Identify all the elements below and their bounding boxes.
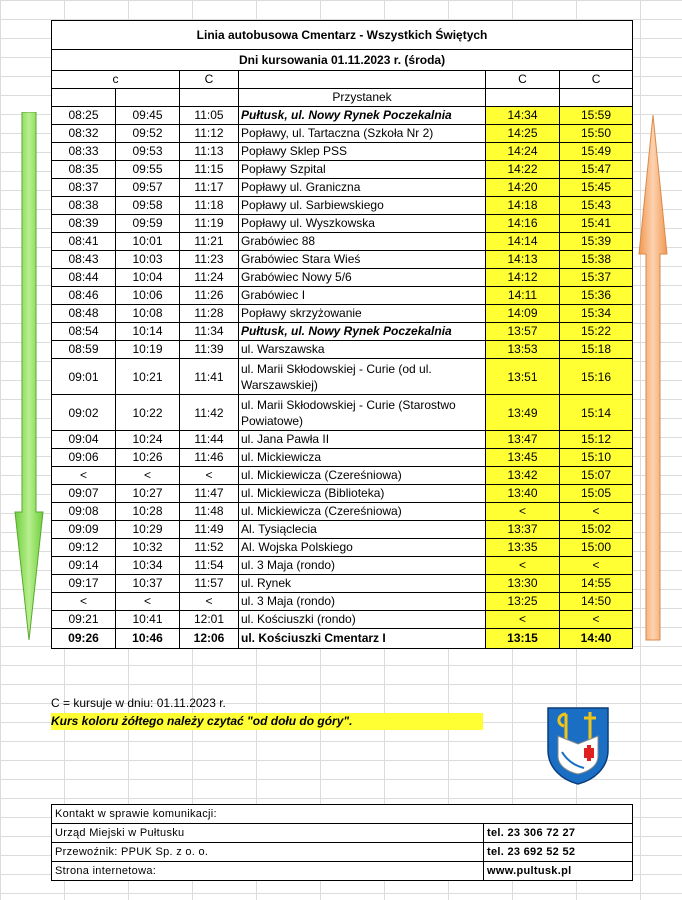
return-time-cell: 14:13 [486, 251, 560, 269]
stop-name: ul. Mickiewicza [239, 449, 486, 467]
return-time-cell: 13:25 [486, 593, 560, 611]
time-cell: 11:26 [180, 287, 239, 305]
table-row [52, 143, 633, 161]
contact-table [51, 804, 633, 881]
time-cell: 08:33 [52, 143, 116, 161]
coat-of-arms-icon [546, 706, 610, 786]
table-row [52, 107, 633, 125]
col-code-4: C [560, 71, 633, 89]
contact-label-website: Strona internetowa: [52, 862, 484, 881]
return-time-cell: < [560, 557, 633, 575]
return-time-cell: 13:47 [486, 431, 560, 449]
stop-name: Grabówiec Nowy 5/6 [239, 269, 486, 287]
time-cell: 08:43 [52, 251, 116, 269]
time-cell: < [116, 467, 180, 485]
time-cell: 11:21 [180, 233, 239, 251]
table-row [52, 197, 633, 215]
time-cell: 10:29 [116, 521, 180, 539]
stop-name: Grabówiec I [239, 287, 486, 305]
col-code-3: C [486, 71, 560, 89]
time-cell: 10:06 [116, 287, 180, 305]
table-row [52, 341, 633, 359]
time-cell: 11:57 [180, 575, 239, 593]
table-row [52, 503, 633, 521]
contact-label-carrier: Przewoźnik: PPUK Sp. z o. o. [52, 843, 484, 862]
time-cell: 08:59 [52, 341, 116, 359]
table-row [52, 431, 633, 449]
return-time-cell: 15:36 [560, 287, 633, 305]
table-row [52, 539, 633, 557]
time-cell: 10:08 [116, 305, 180, 323]
return-time-cell: 14:11 [486, 287, 560, 305]
contact-phone-carrier: tel. 23 692 52 52 [484, 843, 633, 862]
time-cell: 10:46 [116, 629, 180, 649]
time-cell: 10:32 [116, 539, 180, 557]
return-time-cell: 14:16 [486, 215, 560, 233]
stop-name: Grabówiec Stara Wieś [239, 251, 486, 269]
return-time-cell: 13:42 [486, 467, 560, 485]
return-time-cell: 15:49 [560, 143, 633, 161]
time-cell: 09:55 [116, 161, 180, 179]
time-cell: 08:39 [52, 215, 116, 233]
stop-name: ul. Marii Skłodowskiej - Curie (Starostwo Powiatowe) [239, 395, 486, 431]
time-cell: < [52, 593, 116, 611]
return-time-cell: < [560, 611, 633, 629]
table-row [52, 575, 633, 593]
time-cell: 08:41 [52, 233, 116, 251]
return-time-cell: 15:22 [560, 323, 633, 341]
time-cell: 09:12 [52, 539, 116, 557]
stop-name: ul. Kościuszki Cmentarz I [239, 629, 486, 649]
table-row [52, 611, 633, 629]
return-time-cell: 15:34 [560, 305, 633, 323]
arrow-up-icon [638, 114, 668, 642]
time-cell: < [180, 467, 239, 485]
return-time-cell: 15:47 [560, 161, 633, 179]
time-cell: 11:05 [180, 107, 239, 125]
contact-header: Kontakt w sprawie komunikacji: [52, 805, 633, 824]
time-cell: 11:39 [180, 341, 239, 359]
stop-name: Al. Wojska Polskiego [239, 539, 486, 557]
time-cell: 09:07 [52, 485, 116, 503]
return-time-cell: 15:43 [560, 197, 633, 215]
time-cell: 08:38 [52, 197, 116, 215]
time-cell: 09:06 [52, 449, 116, 467]
time-cell: 11:42 [180, 395, 239, 431]
return-time-cell: 15:07 [560, 467, 633, 485]
table-row [52, 269, 633, 287]
time-cell: 08:25 [52, 107, 116, 125]
time-cell: 11:17 [180, 179, 239, 197]
return-time-cell: 14:09 [486, 305, 560, 323]
table-row [52, 395, 633, 431]
time-cell: 08:44 [52, 269, 116, 287]
return-time-cell: 13:53 [486, 341, 560, 359]
time-cell: 09:45 [116, 107, 180, 125]
return-time-cell: 15:37 [560, 269, 633, 287]
time-cell: 09:57 [116, 179, 180, 197]
time-cell: 09:58 [116, 197, 180, 215]
time-cell: 11:49 [180, 521, 239, 539]
return-time-cell: 13:37 [486, 521, 560, 539]
col-code-2: C [180, 71, 239, 89]
time-cell: 11:15 [180, 161, 239, 179]
time-cell: 08:54 [52, 323, 116, 341]
time-cell: 08:35 [52, 161, 116, 179]
return-time-cell: 14:18 [486, 197, 560, 215]
stop-name: ul. 3 Maja (rondo) [239, 593, 486, 611]
time-cell: 11:46 [180, 449, 239, 467]
stop-header: Przystanek [239, 89, 486, 107]
return-time-cell: < [560, 503, 633, 521]
stop-name: ul. Mickiewicza (Czereśniowa) [239, 467, 486, 485]
return-time-cell: 14:22 [486, 161, 560, 179]
stop-name: ul. Warszawska [239, 341, 486, 359]
time-cell: 11:41 [180, 359, 239, 395]
time-cell: 10:41 [116, 611, 180, 629]
time-cell: 11:54 [180, 557, 239, 575]
time-cell: 08:48 [52, 305, 116, 323]
page-subtitle: Dni kursowania 01.11.2023 r. (środa) [52, 50, 633, 71]
time-cell: 12:01 [180, 611, 239, 629]
contact-label-office: Urząd Miejski w Pułtusku [52, 824, 484, 843]
return-time-cell: 15:12 [560, 431, 633, 449]
page-title: Linia autobusowa Cmentarz - Wszystkich Świętych [52, 21, 633, 50]
col-code-1: c [52, 71, 180, 89]
time-cell: 11:28 [180, 305, 239, 323]
return-time-cell: < [486, 557, 560, 575]
stop-name: ul. Mickiewicza (Czereśniowa) [239, 503, 486, 521]
return-time-cell: < [486, 503, 560, 521]
return-time-cell: 14:34 [486, 107, 560, 125]
table-row [52, 557, 633, 575]
table-row [52, 629, 633, 649]
time-cell: 11:18 [180, 197, 239, 215]
time-cell: 10:34 [116, 557, 180, 575]
stop-name: Popławy, ul. Tartaczna (Szkoła Nr 2) [239, 125, 486, 143]
stop-name: Grabówiec 88 [239, 233, 486, 251]
time-cell: 12:06 [180, 629, 239, 649]
return-time-cell: 15:39 [560, 233, 633, 251]
return-time-cell: 15:41 [560, 215, 633, 233]
time-cell: < [52, 467, 116, 485]
table-row [52, 449, 633, 467]
time-cell: 11:23 [180, 251, 239, 269]
return-time-cell: 15:16 [560, 359, 633, 395]
return-time-cell: 15:05 [560, 485, 633, 503]
time-cell: 10:21 [116, 359, 180, 395]
time-cell: 09:14 [52, 557, 116, 575]
return-time-cell: 14:50 [560, 593, 633, 611]
return-time-cell: 15:14 [560, 395, 633, 431]
time-cell: 09:17 [52, 575, 116, 593]
table-row [52, 467, 633, 485]
stop-name: Popławy ul. Sarbiewskiego [239, 197, 486, 215]
time-cell: 09:26 [52, 629, 116, 649]
table-row [52, 287, 633, 305]
time-cell: 11:19 [180, 215, 239, 233]
return-time-cell: 15:59 [560, 107, 633, 125]
stop-name: ul. Rynek [239, 575, 486, 593]
time-cell: 11:12 [180, 125, 239, 143]
time-cell: 11:34 [180, 323, 239, 341]
time-cell: 08:32 [52, 125, 116, 143]
return-time-cell: 15:00 [560, 539, 633, 557]
timetable [51, 20, 632, 649]
time-cell: 09:53 [116, 143, 180, 161]
time-cell: 10:19 [116, 341, 180, 359]
stop-name: Pułtusk, ul. Nowy Rynek Poczekalnia [239, 323, 486, 341]
timetable-table [51, 20, 633, 649]
arrow-down-icon [14, 112, 44, 642]
table-row [52, 233, 633, 251]
table-row [52, 323, 633, 341]
return-time-cell: 14:24 [486, 143, 560, 161]
time-cell: 09:08 [52, 503, 116, 521]
contact-website-link[interactable]: www.pultusk.pl [484, 862, 633, 881]
stop-name: ul. Kościuszki (rondo) [239, 611, 486, 629]
time-cell: 10:04 [116, 269, 180, 287]
table-row [52, 305, 633, 323]
table-row [52, 215, 633, 233]
time-cell: 10:27 [116, 485, 180, 503]
return-time-cell: 15:18 [560, 341, 633, 359]
time-cell: < [116, 593, 180, 611]
time-cell: 11:13 [180, 143, 239, 161]
stop-name: Al. Tysiąclecia [239, 521, 486, 539]
stop-name: ul. Marii Skłodowskiej - Curie (od ul. Warszawskiej) [239, 359, 486, 395]
time-cell: 10:22 [116, 395, 180, 431]
table-row [52, 485, 633, 503]
stop-name: ul. 3 Maja (rondo) [239, 557, 486, 575]
time-cell: 09:04 [52, 431, 116, 449]
return-time-cell: 13:45 [486, 449, 560, 467]
stop-name: Popławy skrzyżowanie [239, 305, 486, 323]
time-cell: 11:24 [180, 269, 239, 287]
time-cell: 10:14 [116, 323, 180, 341]
return-time-cell: 14:25 [486, 125, 560, 143]
stop-name: Popławy Sklep PSS [239, 143, 486, 161]
note-yellow: Kurs koloru żółtego należy czytać "od dołu do góry". [51, 713, 483, 730]
table-row [52, 359, 633, 395]
time-cell: 10:37 [116, 575, 180, 593]
time-cell: < [180, 593, 239, 611]
return-time-cell: 13:57 [486, 323, 560, 341]
return-time-cell: 13:49 [486, 395, 560, 431]
stop-name: ul. Jana Pawła II [239, 431, 486, 449]
return-time-cell: < [486, 611, 560, 629]
time-cell: 10:03 [116, 251, 180, 269]
return-time-cell: 13:15 [486, 629, 560, 649]
time-cell: 08:37 [52, 179, 116, 197]
time-cell: 10:24 [116, 431, 180, 449]
return-time-cell: 13:40 [486, 485, 560, 503]
return-time-cell: 15:50 [560, 125, 633, 143]
return-time-cell: 14:14 [486, 233, 560, 251]
table-row [52, 125, 633, 143]
time-cell: 09:21 [52, 611, 116, 629]
time-cell: 08:46 [52, 287, 116, 305]
time-cell: 11:47 [180, 485, 239, 503]
time-cell: 09:59 [116, 215, 180, 233]
return-time-cell: 15:10 [560, 449, 633, 467]
stop-name: Popławy ul. Graniczna [239, 179, 486, 197]
return-time-cell: 15:02 [560, 521, 633, 539]
return-time-cell: 15:45 [560, 179, 633, 197]
table-row [52, 521, 633, 539]
return-time-cell: 15:38 [560, 251, 633, 269]
time-cell: 10:01 [116, 233, 180, 251]
time-cell: 10:26 [116, 449, 180, 467]
return-time-cell: 13:51 [486, 359, 560, 395]
stop-name: Popławy ul. Wyszkowska [239, 215, 486, 233]
table-row [52, 593, 633, 611]
table-row [52, 179, 633, 197]
time-cell: 11:44 [180, 431, 239, 449]
time-cell: 09:09 [52, 521, 116, 539]
stop-name: Pułtusk, ul. Nowy Rynek Poczekalnia [239, 107, 486, 125]
return-time-cell: 14:40 [560, 629, 633, 649]
time-cell: 10:28 [116, 503, 180, 521]
table-row [52, 161, 633, 179]
return-time-cell: 14:20 [486, 179, 560, 197]
time-cell: 09:01 [52, 359, 116, 395]
note-c: C = kursuje w dniu: 01.11.2023 r. [51, 696, 226, 710]
return-time-cell: 14:12 [486, 269, 560, 287]
stop-name: ul. Mickiewicza (Biblioteka) [239, 485, 486, 503]
table-row [52, 251, 633, 269]
return-time-cell: 13:35 [486, 539, 560, 557]
time-cell: 09:02 [52, 395, 116, 431]
stop-name: Popławy Szpital [239, 161, 486, 179]
time-cell: 11:52 [180, 539, 239, 557]
return-time-cell: 13:30 [486, 575, 560, 593]
time-cell: 11:48 [180, 503, 239, 521]
time-cell: 09:52 [116, 125, 180, 143]
return-time-cell: 14:55 [560, 575, 633, 593]
contact-phone-office: tel. 23 306 72 27 [484, 824, 633, 843]
